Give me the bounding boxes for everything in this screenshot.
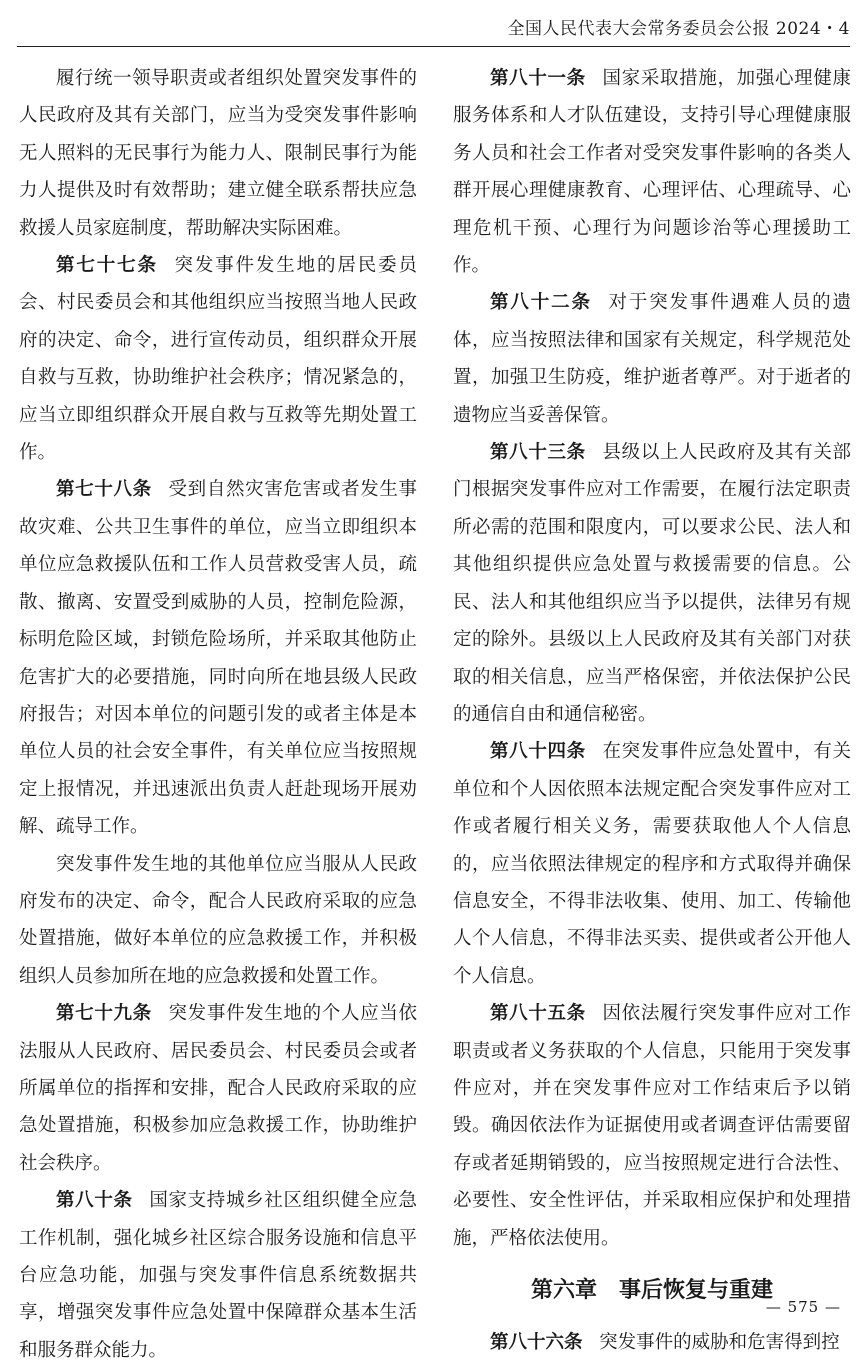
page-header [17, 0, 850, 47]
gazette-title: 全国人民代表大会常务委员会公报 2024・4 [507, 19, 850, 39]
article-label: 第八十五条 [490, 1003, 586, 1025]
paragraph [19, 60, 417, 247]
article-81 [453, 60, 851, 284]
article-label: 第八十六条 [490, 1332, 583, 1353]
article-80 [19, 1182, 417, 1369]
article-text: 突发事件的威胁和危害得到控 [599, 1332, 840, 1353]
article-78-paragraph-2 [19, 846, 417, 996]
article-78 [19, 471, 417, 845]
article-79 [19, 995, 417, 1182]
article-label: 第七十九条 [56, 1003, 152, 1025]
article-text: 国家支持城乡社区组织健全应急工作机制，强化城乡社区综合服务设施和信息平台应急功能，加强与突发事件信息系统数据共享，增强突发事件应急处置中保障群众基本生活和服务群众能力。 [19, 1190, 417, 1361]
article-text: 受到自然灾害危害或者发生事故灾难、公共卫生事件的单位，应当立即组织本单位应急救援队伍和工作人员营救受害人员，疏散、撤离、安置受到威胁的人员，控制危险源，标明危险区域，封锁危险场所，并采取其他防止危害扩大的必要措施，同时向所在地县级人民政府报告；对因本单位的问题引发的或者主体是本单位人员的社会安全事件，有关单位应当按照规定上报情况，并迅速派出负责人赶赴现场开展劝解、疏导工作。 [19, 479, 417, 838]
article-85 [453, 995, 851, 1257]
left-column [19, 60, 417, 1369]
article-label: 第八十四条 [490, 741, 586, 763]
paragraph-text: 突发事件发生地的其他单位应当服从人民政府发布的决定、命令，配合人民政府采取的应急处置措施，做好本单位的应急救援工作，并积极组织人员参加所在地的应急救援和处置工作。 [19, 853, 417, 987]
right-column [453, 60, 851, 1361]
paragraph-text: 履行统一领导职责或者组织处置突发事件的人民政府及其有关部门，应当为受突发事件影响无人照料的无民事行为能力人、限制民事行为能力人提供及时有效帮助；建立健全联系帮扶应急救援人员家庭制度，帮助解决实际困难。 [19, 68, 417, 239]
article-text: 在突发事件应急处置中，有关单位和个人因依照本法规定配合突发事件应对工作或者履行相关义务，需要获取他人个人信息的，应当依照法律规定的程序和方式取得并确保信息安全，不得非法收集、使用、加工、传输他人个人信息，不得非法买卖、提供或者公开他人个人信息。 [453, 741, 851, 987]
article-77 [19, 247, 417, 471]
article-label: 第七十七条 [56, 255, 158, 277]
article-text: 突发事件发生地的个人应当依法服从人民政府、居民委员会、村民委员会或者所属单位的指挥和安排，配合人民政府采取的应急处置措施，积极参加应急救援工作，协助维护社会秩序。 [19, 1003, 417, 1174]
article-text: 县级以上人民政府及其有关部门根据突发事件应对工作需要，在履行法定职责所必需的范围和限度内，可以要求公民、法人和其他组织提供应急处置与救援需要的信息。公民、法人和其他组织应当予以提供，法律另有规定的除外。县级以上人民政府及其有关部门对获取的相关信息，应当严格保密，并依法保护公民的通信自由和通信秘密。 [453, 442, 851, 725]
article-label: 第八十三条 [490, 442, 586, 464]
article-text: 因依法履行突发事件应对工作职责或者义务获取的个人信息，只能用于突发事件应对，并在突发事件应对工作结束后予以销毁。确因依法作为证据使用或者调查评估需要留存或者延期销毁的，应当按照规定进行合法性、必要性、安全性评估，并采取相应保护和处理措施，严格依法使用。 [453, 1003, 851, 1249]
article-label: 第八十条 [56, 1190, 133, 1212]
article-84 [453, 733, 851, 995]
article-text: 对于突发事件遇难人员的遗体，应当按照法律和国家有关规定，科学规范处置，加强卫生防疫，维护逝者尊严。对于逝者的遗物应当妥善保管。 [453, 292, 851, 426]
article-label: 第八十二条 [490, 292, 592, 314]
article-82 [453, 284, 851, 434]
article-83 [453, 434, 851, 733]
page-number: — 575 — [765, 1298, 841, 1316]
article-86 [453, 1324, 851, 1361]
article-label: 第八十一条 [490, 68, 586, 89]
article-label: 第七十八条 [56, 479, 152, 501]
article-text: 突发事件发生地的居民委员会、村民委员会和其他组织应当按照当地人民政府的决定、命令，进行宣传动员，组织群众开展自救与互救，协助维护社会秩序；情况紧急的，应当立即组织群众开展自救与互救等先期处置工作。 [19, 255, 417, 464]
chapter-heading: 第六章 事后恢复与重建 [530, 1278, 773, 1303]
article-text: 国家采取措施，加强心理健康服务体系和人才队伍建设，支持引导心理健康服务人员和社会工作者对受突发事件影响的各类人群开展心理健康教育、心理评估、心理疏导、心理危机干预、心理行为问题诊治等心理援助工作。 [453, 68, 851, 277]
